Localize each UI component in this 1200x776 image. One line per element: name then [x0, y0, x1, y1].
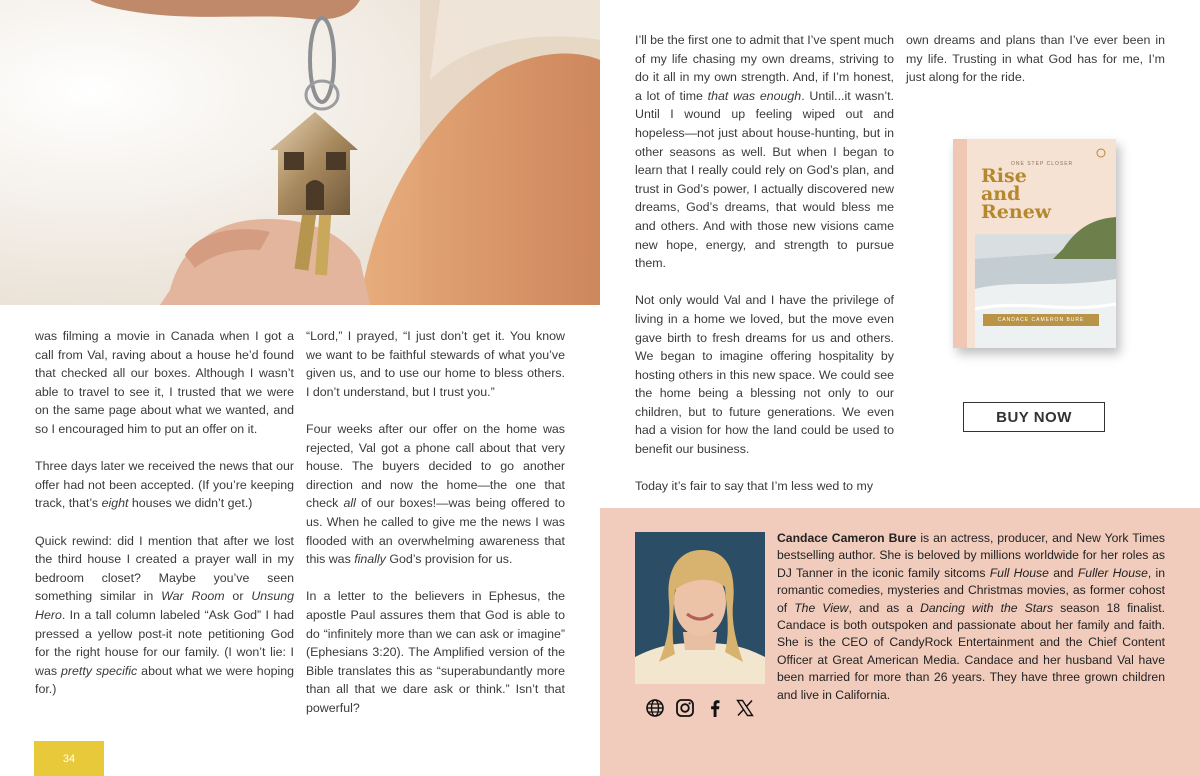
- paragraph: own dreams and plans than I’ve ever been in my life. Trusting in what God has for me, I’m just along for the ride.: [906, 33, 1165, 85]
- paragraph: “Lord,” I prayed, “I just don’t get it. You know we want to be faithful stewards of what you’ve given us, and to use our home to bless others. I don’t understand, but I trust you.”: [306, 329, 565, 399]
- text-column-1: [35, 327, 294, 699]
- house-keychain-icon: [0, 0, 600, 305]
- book-author: CANDACE CAMERON BURE: [983, 314, 1099, 326]
- social-links: [645, 698, 755, 718]
- paragraph: Four weeks after our offer on the home was rejected, Val got a phone call about that very house. The buyers decided to go another direction and now the home—the one that check all of our boxes!—was being offered to us. When he called to give me the news I was flooded with an overwhelming awareness that this was finally God’s provision for us.: [306, 421, 566, 567]
- paragraph: Not only would Val and I have the privilege of living in a home we loved, but the move even gave birth to fresh dreams for us and others. We began to imagine offering hospitality by hosting others in this new space. We could see the home being a blessing not only to our children, but to future generations. We even had a vision for how the land could be used to benefit our business.: [635, 293, 894, 457]
- text-column-2: [306, 327, 565, 717]
- paragraph: was filming a movie in Canada when I got a call from Val, raving about a house he’d found that checked all our boxes. Although I wasn’t able to travel to see it, I trusted that we were on the same page about what we wanted, and so I encouraged him to put an offer on it.: [35, 329, 294, 436]
- hero-photo: [0, 0, 600, 305]
- author-portrait: [635, 532, 765, 684]
- text-column-3: [635, 31, 894, 496]
- paragraph: In a letter to the believers in Ephesus, the apostle Paul assures them that God is able to do “infinitely more than we can ask or imagine” (Ephesians 3:20). The Amplified version of the Bible translates this as “superabundantly more than all that we dare ask or think.” Isn’t that powerful?: [306, 589, 565, 715]
- instagram-icon[interactable]: [675, 698, 695, 718]
- paragraph: Three days later we received the news that our offer had not been accepted. (If you’re keeping track, that’s eight houses we didn’t get.): [35, 459, 294, 511]
- buy-now-button[interactable]: BUY NOW: [963, 402, 1105, 432]
- book-title: Rise and Renew: [981, 165, 1052, 223]
- facebook-icon[interactable]: [705, 698, 725, 718]
- book-cover[interactable]: [953, 139, 1116, 348]
- paragraph: Today it’s fair to say that I’m less wed to my: [635, 479, 874, 494]
- page-number: 34: [34, 741, 104, 776]
- x-icon[interactable]: [735, 698, 755, 718]
- portrait-icon: [635, 532, 765, 684]
- text-column-4: [906, 31, 1165, 87]
- globe-icon[interactable]: [645, 698, 665, 718]
- paragraph: I’ll be the first one to admit that I’ve spent much of my life chasing my own dreams, striving to do it all in my own strength. And, if I’m honest, a lot of time that was enough. Until...it wasn’t. Until I wound up feeling wiped out and hopeless—not just about house-hunting, but in other seasons as well. But when I began to learn that I really could rely on God’s plan, and trust in God’s power, I actually discovered new dreams, God’s dreams, that would bless me and others. And with those new visions came new hope, energy, and strength to pursue them.: [635, 33, 894, 271]
- book-kicker: ONE STEP CLOSER: [1011, 161, 1074, 167]
- author-bio: Candace Cameron Bure is an actress, producer, and New York Times bestselling author. She is beloved by millions worldwide for her roles as DJ Tanner in the iconic family sitcoms Full House and Fuller House, in romantic comedies, mysteries and Christmas movies, as former cohost of The View, and as a Dancing with the Stars season 18 finalist. Candace is both outspoken and passionate about her family and faith. She is the CEO of CandyRock Entertainment and the Chief Content Officer at Great American Media. Candace and her husband Val have been married for more than 26 years. They have three grown children and live in California.: [777, 531, 1166, 702]
- paragraph: Quick rewind: did I mention that after we lost the third house I created a prayer wall in my bedroom closet? Maybe you’ve seen something similar in War Room or Unsung Hero. In a tall column labeled “Ask God” I had pressed a yellow post-it note petitioning God for the right house for our family. (I won’t lie: I was pretty specific about what we were hoping for.): [35, 533, 295, 697]
